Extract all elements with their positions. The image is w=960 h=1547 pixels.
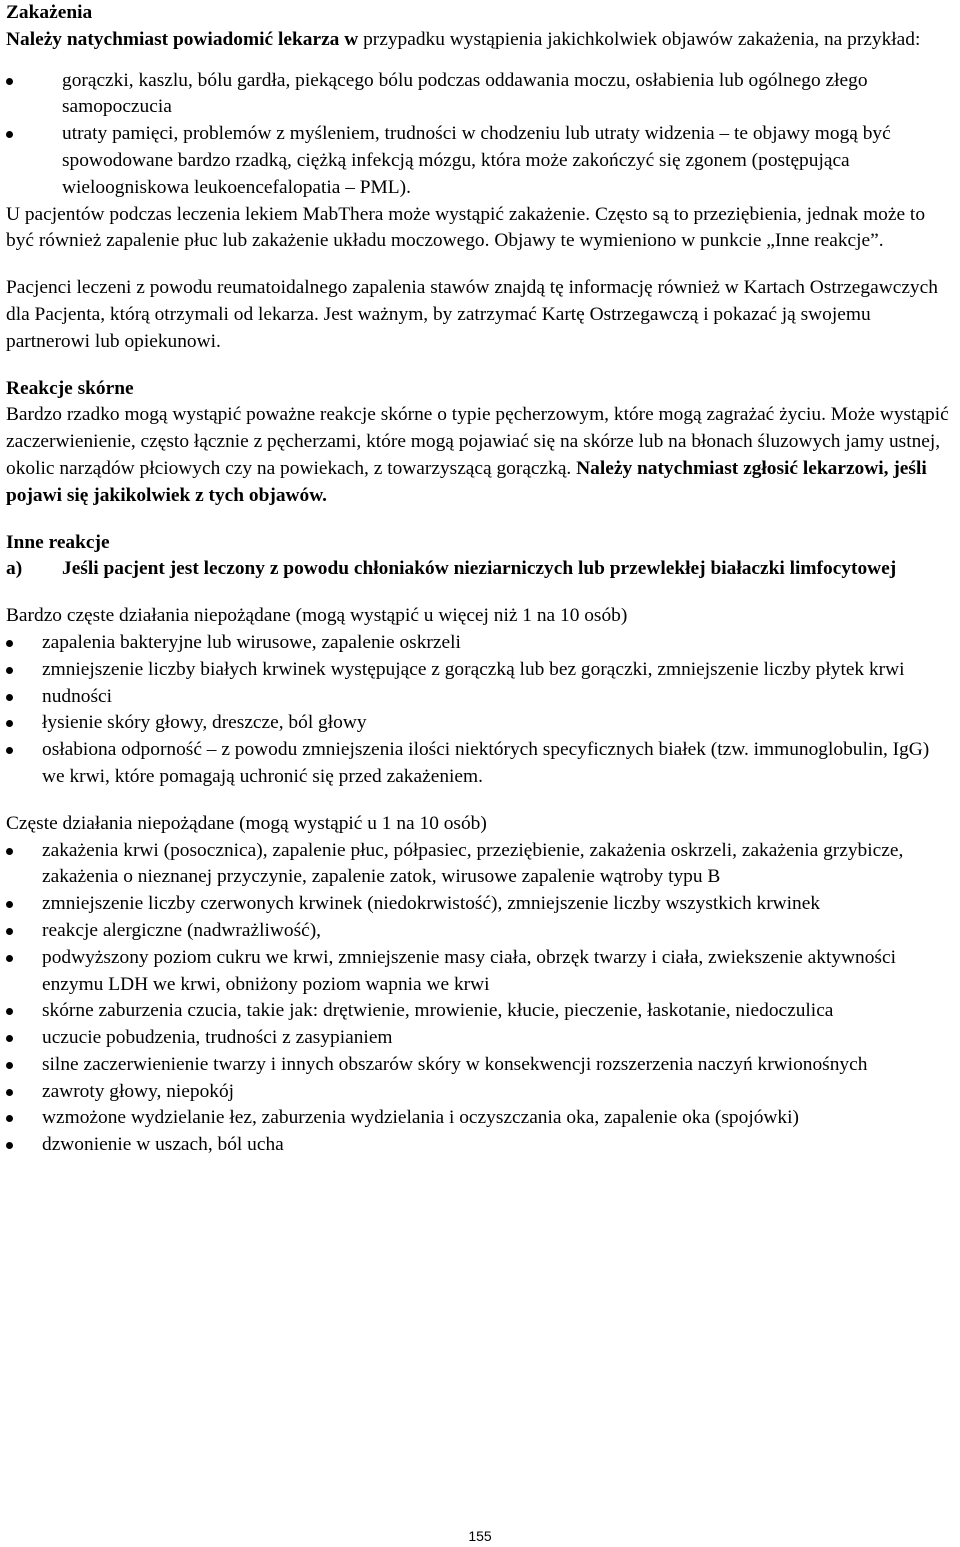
list-item: zmniejszenie liczby czerwonych krwinek (niedokrwistość), zmniejszenie liczby wszystkich krwinek [6,891,956,918]
bullet-icon [6,1115,13,1122]
bullet-icon [6,694,13,701]
list-item: podwyższony poziom cukru we krwi, zmniejszenie masy ciała, obrzęk twarzy i ciała, zwiekszenie aktywności enzymu LDH we krwi, obniżony poziom wapnia we krwi [6,945,956,999]
infection-paragraph-1: U pacjentów podczas leczenia lekiem MabThera może wystąpić zakażenie. Często są to przeziębienia, jednak może to być również zapalenie płuc lub zakażenie układu moczowego. Objawy te wymieniono w punkcie „Inne reakcje”. [6,203,926,252]
bullet-icon [6,667,13,674]
section-heading-other: Inne reakcje [6,531,110,553]
bullet-icon [6,131,13,138]
bullet-icon [6,720,13,727]
bullet-icon [6,1089,13,1096]
list-item: zakażenia krwi (posocznica), zapalenie płuc, półpasiec, przeziębienie, zakażenia oskrzeli, zakażenia grzybicze, zakażenia o nieznanej przyczynie, zapalenie zatok, wirusowe zapalenie wątroby typu B [6,838,956,892]
bullet-icon [6,747,13,754]
bullet-icon [6,848,13,855]
list-item: dzwonienie w uszach, ból ucha [6,1132,956,1159]
skin-paragraph: Bardzo rzadko mogą wystąpić poważne reakcje skórne o typie pęcherzowym, które mogą zagrażać życiu. Może wystąpić zaczerwienienie, często łącznie z pęcherzami, które mogą pojawiać się na skórze lub na błonach śluzowych jamy ustnej, okolic narządów płciowych czy na powiekach, z towarzyszącą gorączką. Należy natychmiast zgłosić lekarzowi, jeśli pojawi się jakikolwiek z tych objawów. [6,404,949,506]
list-item: wzmożone wydzielanie łez, zaburzenia wydzielania i oczyszczania oka, zapalenie oka (spojówki) [6,1105,956,1132]
section-heading-skin: Reakcje skórne [6,377,134,399]
enumerated-item [6,556,956,583]
very-common-title: Bardzo częste działania niepożądane (mogą wystąpić u więcej niż 1 na 10 osób) [6,605,628,627]
bullet-icon [6,955,13,962]
infection-intro [6,27,956,54]
list-item: zmniejszenie liczby białych krwinek występujące z gorączką lub bez gorączki, zmniejszenie liczby płytek krwi [6,657,956,684]
page-number: 155 [468,1528,492,1544]
enumerated-item-text: Jeśli pacjent jest leczony z powodu chłoniaków nieziarniczych lub przewlekłej białaczki limfocytowej [62,558,897,580]
bullet-icon [6,1142,13,1149]
very-common-list [6,630,956,791]
bullet-icon [6,640,13,647]
list-item: gorączki, kaszlu, bólu gardła, piekącego bólu podczas oddawania moczu, osłabienia lub ogólnego złego samopoczucia [6,68,956,122]
list-item: reakcje alergiczne (nadwrażliwość), [6,918,956,945]
common-list [6,838,956,1160]
infection-paragraph-2: Pacjenci leczeni z powodu reumatoidalnego zapalenia stawów znajdą tę informację również w Kartach Ostrzegawczych dla Pacjenta, którą otrzymali od lekarza. Jest ważnym, by zatrzymać Kartę Ostrzegawczą i pokazać ją swojemu partnerowi lub opiekunowi. [6,277,938,352]
list-item: silne zaczerwienienie twarzy i innych obszarów skóry w konsekwencji rozszerzenia naczyń krwionośnych [6,1052,956,1079]
common-title: Częste działania niepożądane (mogą wystąpić u 1 na 10 osób) [6,812,487,834]
enumerated-marker: a) [6,558,23,580]
bullet-icon [6,1035,13,1042]
list-item: łysienie skóry głowy, dreszcze, ból głowy [6,710,956,737]
section-heading-infection: Zakażenia [6,2,93,23]
bullet-icon [6,928,13,935]
list-item: utraty pamięci, problemów z myśleniem, trudności w chodzeniu lub utraty widzenia – te objawy mogą być spowodowane bardzo rzadką, ciężką infekcją mózgu, która może zakończyć się zgonem (postępująca wieloogniskowa leukoencefalopatia – PML). [6,121,956,201]
skin-warning: Należy natychmiast zgłosić lekarzowi, jeśli pojawi się jakikolwiek z tych objawów. [6,457,927,506]
infection-symptom-list [6,68,956,202]
bullet-icon [6,901,13,908]
document-page [6,0,956,1159]
list-item: uczucie pobudzenia, trudności z zasypianiem [6,1025,956,1052]
bullet-icon [6,1008,13,1015]
infection-intro-rest: przypadku wystąpienia jakichkolwiek objawów zakażenia, na przykład: [358,28,921,50]
list-item: skórne zaburzenia czucia, takie jak: drętwienie, mrowienie, kłucie, pieczenie, łaskotanie, niedoczulica [6,998,956,1025]
bullet-icon [6,1062,13,1069]
list-item: zapalenia bakteryjne lub wirusowe, zapalenie oskrzeli [6,630,956,657]
infection-intro-bold: Należy natychmiast powiadomić lekarza w [6,28,359,50]
bullet-icon [6,78,13,85]
list-item: osłabiona odporność – z powodu zmniejszenia ilości niektórych specyficznych białek (tzw. immunoglobulin, IgG) we krwi, które pomagają uchronić się przed zakażeniem. [6,737,956,791]
list-item: zawroty głowy, niepokój [6,1079,956,1106]
list-item: nudności [6,684,956,711]
